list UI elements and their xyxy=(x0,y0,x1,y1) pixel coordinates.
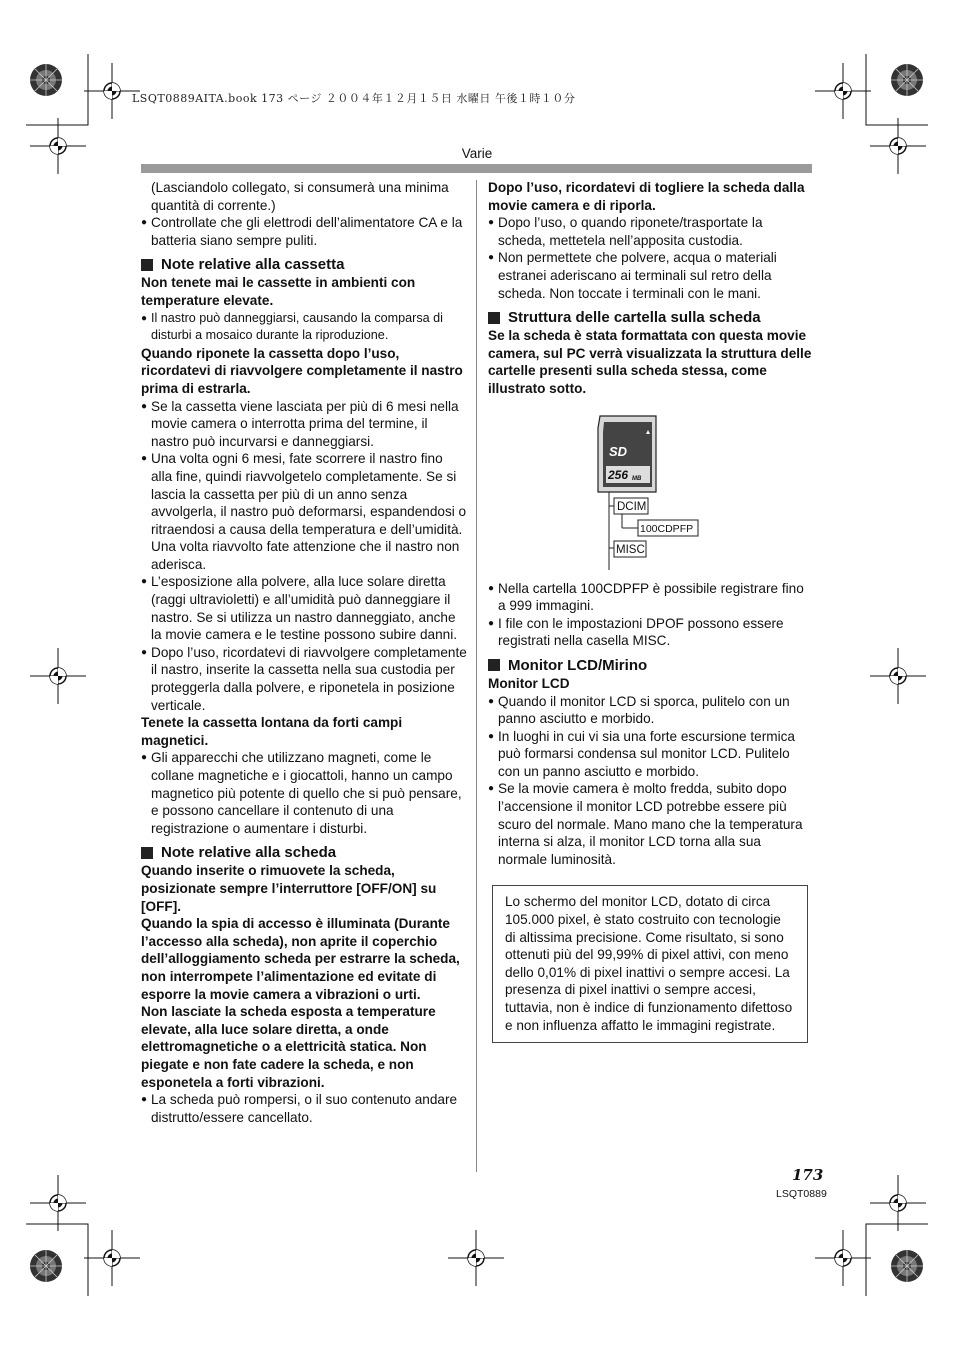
notice-text: Lo schermo del monitor LCD, dotato di circa 105.000 pixel, è stato costruito con tecnologie di altissima precisione. Come risultato, si sono ottenuti più del 99,99% di pixel attivi, con meno dello 0,01% di pixel inattivi o sempre accesi. La presenza di pixel inattivi o sempre accesi, tuttavia, non è indice di funzionamento difettoso e non influenza affatto le immagini registrate. xyxy=(505,894,793,1033)
list-item: ● Dopo l’uso, ricordatevi di riavvolgere completamente il nastro, inserite la cassetta nella sua custodia per proteggerla dalla polvere, e riponetela in posizione verticale. xyxy=(141,644,467,713)
folder-dcim: DCIM xyxy=(617,500,647,513)
bullet-icon: ● xyxy=(141,312,148,324)
card-heading: Note relative alla scheda xyxy=(141,843,467,862)
list-item: ● Se la movie camera è molto fredda, subito dopo l’accensione il monitor LCD potrebbe essere più scuro del normale. Mano mano che la temperatura interna si alza, il monitor LCD torna alla sua normale luminosità. xyxy=(488,781,803,867)
page-number: 173 xyxy=(792,1166,824,1184)
column-divider xyxy=(476,180,477,1172)
bullet-icon: ● xyxy=(488,783,495,795)
section-title: Varie xyxy=(461,146,493,161)
bullet-icon: ● xyxy=(141,576,148,588)
bullet-icon: ● xyxy=(141,646,148,658)
folder-structure-figure xyxy=(488,408,812,578)
card-capacity-text: 256 xyxy=(608,467,629,482)
list-item: ● Una volta ogni 6 mesi, fate scorrere il nastro fino alla fine, quindi riavvolgetelo completamente. Se si lascia la cassetta per più di un anno senza avvolgerla, il nastro può deformarsi, espandendosi o ritraendosi a causa della temperatura e dell’umidità. Una volta riavvolto fate attenzione che il nastro non aderisca. xyxy=(141,451,467,572)
list-item: ● L’esposizione alla polvere, alla luce solare diretta (raggi ultravioletti) e all’umidità può danneggiare il nastro. Se si utilizza un nastro danneggiato, anche la movie camera e le testine possono subire danni. xyxy=(141,574,458,643)
lcd-notice-box xyxy=(492,885,808,1043)
bullet-icon: ● xyxy=(488,582,495,594)
bold-note: Tenete la cassetta lontana da forti campi magnetici. xyxy=(141,715,403,748)
left-column xyxy=(141,179,467,1126)
list-item: ● La scheda può rompersi, o il suo contenuto andare distrutto/essere cancellato. xyxy=(141,1092,458,1125)
bold-note: Non lasciate la scheda esposta a temperature elevate, alla luce solare diretta, a onde elettromagnetiche o a elettricità statica. Non piegate e non fate cadere la scheda, e non esponetela a forti vibrazioni. xyxy=(141,1004,436,1090)
bold-note: Quando la spia di accesso è illuminata (Durante l’accesso alla scheda), non aprite il coperchio dell’alloggiamento scheda per estrarre la scheda, non interrompete l’alimentazione ed evitate di esporre la movie camera a vibrazioni o urti. xyxy=(141,916,460,1002)
bullet-icon: ● xyxy=(488,730,495,742)
lcd-heading: Monitor LCD/Mirino xyxy=(488,656,812,675)
bullet-icon: ● xyxy=(488,252,495,264)
bold-note: Quando inserite o rimuovete la scheda, posizionate sempre l’interruttore [OFF/ON] su [OFF]. xyxy=(141,863,437,914)
bullet-icon: ● xyxy=(141,453,148,465)
file-info-header: LSQT0889AITA.book 173 ページ ２００４年１２月１５日 水曜日 午後１時１０分 xyxy=(132,92,576,105)
bullet-icon: ● xyxy=(488,695,495,707)
square-marker-icon xyxy=(488,659,500,671)
card-unit-text: MB xyxy=(632,475,642,482)
folder-misc: MISC xyxy=(616,543,645,556)
list-item: ● Quando il monitor LCD si sporca, pulitelo con un panno asciutto e morbido. xyxy=(488,693,790,727)
cassette-heading: Note relative alla cassetta xyxy=(141,255,467,274)
list-item: ● In luoghi in cui vi sia una forte escursione termica può formarsi condensa sul monitor LCD. Pulitelo con un panno asciutto e morbido. xyxy=(488,728,795,779)
square-marker-icon xyxy=(488,312,500,324)
bold-note: Non tenete mai le cassette in ambienti con temperature elevate. xyxy=(141,275,416,308)
square-marker-icon xyxy=(141,847,153,859)
header-rule xyxy=(141,164,812,173)
bullet-icon: ● xyxy=(141,752,148,764)
list-item: ● Il nastro può danneggiarsi, causando la comparsa di disturbi a mosaico durante la riproduzione. xyxy=(141,310,467,345)
list-item: ● Controllate che gli elettrodi dell’alimentatore CA e la batteria siano sempre puliti. xyxy=(141,215,463,248)
right-column xyxy=(488,179,812,1043)
bullet-icon: ● xyxy=(141,217,148,229)
bullet-icon: ● xyxy=(488,617,495,629)
continued-text: (Lasciandolo collegato, si consumerà una minima quantità di corrente.) xyxy=(151,180,449,213)
list-item: ● I file con le impostazioni DPOF possono essere registrati nella casella MISC. xyxy=(488,615,784,649)
document-code: LSQT0889 xyxy=(776,1188,827,1200)
bullet-icon: ● xyxy=(488,217,495,229)
list-item: ● Se la cassetta viene lasciata per più di 6 mesi nella movie camera o interrotta prima del termine, il nastro può incurvarsi e danneggiarsi. xyxy=(141,398,459,449)
sd-card-diagram xyxy=(488,408,812,578)
bold-note: Se la scheda è stata formattata con questa movie camera, sul PC verrà visualizzata la struttura delle cartelle presenti sulla scheda stessa, come illustrato sotto. xyxy=(488,328,812,396)
folder-structure-heading: Struttura delle cartella sulla scheda xyxy=(488,308,812,327)
list-item: ● Non permettete che polvere, acqua o materiali estranei aderiscano ai terminali sul retro della scheda. Non toccate i terminali con le mani. xyxy=(488,250,777,301)
bullet-icon: ● xyxy=(141,400,148,412)
list-item: ● Dopo l’uso, o quando riponete/trasportate la scheda, mettetela nell’apposita custodia. xyxy=(488,215,763,248)
list-item: ● Nella cartella 100CDPFP è possibile registrare fino a 999 immagini. xyxy=(488,580,804,614)
list-item: ● Gli apparecchi che utilizzano magneti, come le collane magnetiche e i giocattoli, hanno un campo magnetico più potente di quello che si può pensare, e possono cancellare il contenuto di una registrazione o aumentare i disturbi. xyxy=(141,750,462,836)
sd-logo-text: SD xyxy=(609,443,628,459)
subheading: Monitor LCD xyxy=(488,675,570,691)
bullet-icon: ● xyxy=(141,1094,148,1106)
square-marker-icon xyxy=(141,259,153,271)
folder-100cdpfp: 100CDPFP xyxy=(640,522,694,535)
bold-note: Quando riponete la cassetta dopo l’uso, ricordatevi di riavvolgere completamente il nastro prima di estrarla. xyxy=(141,345,463,396)
bold-note: Dopo l’uso, ricordatevi di togliere la scheda dalla movie camera e di riporla. xyxy=(488,180,805,213)
